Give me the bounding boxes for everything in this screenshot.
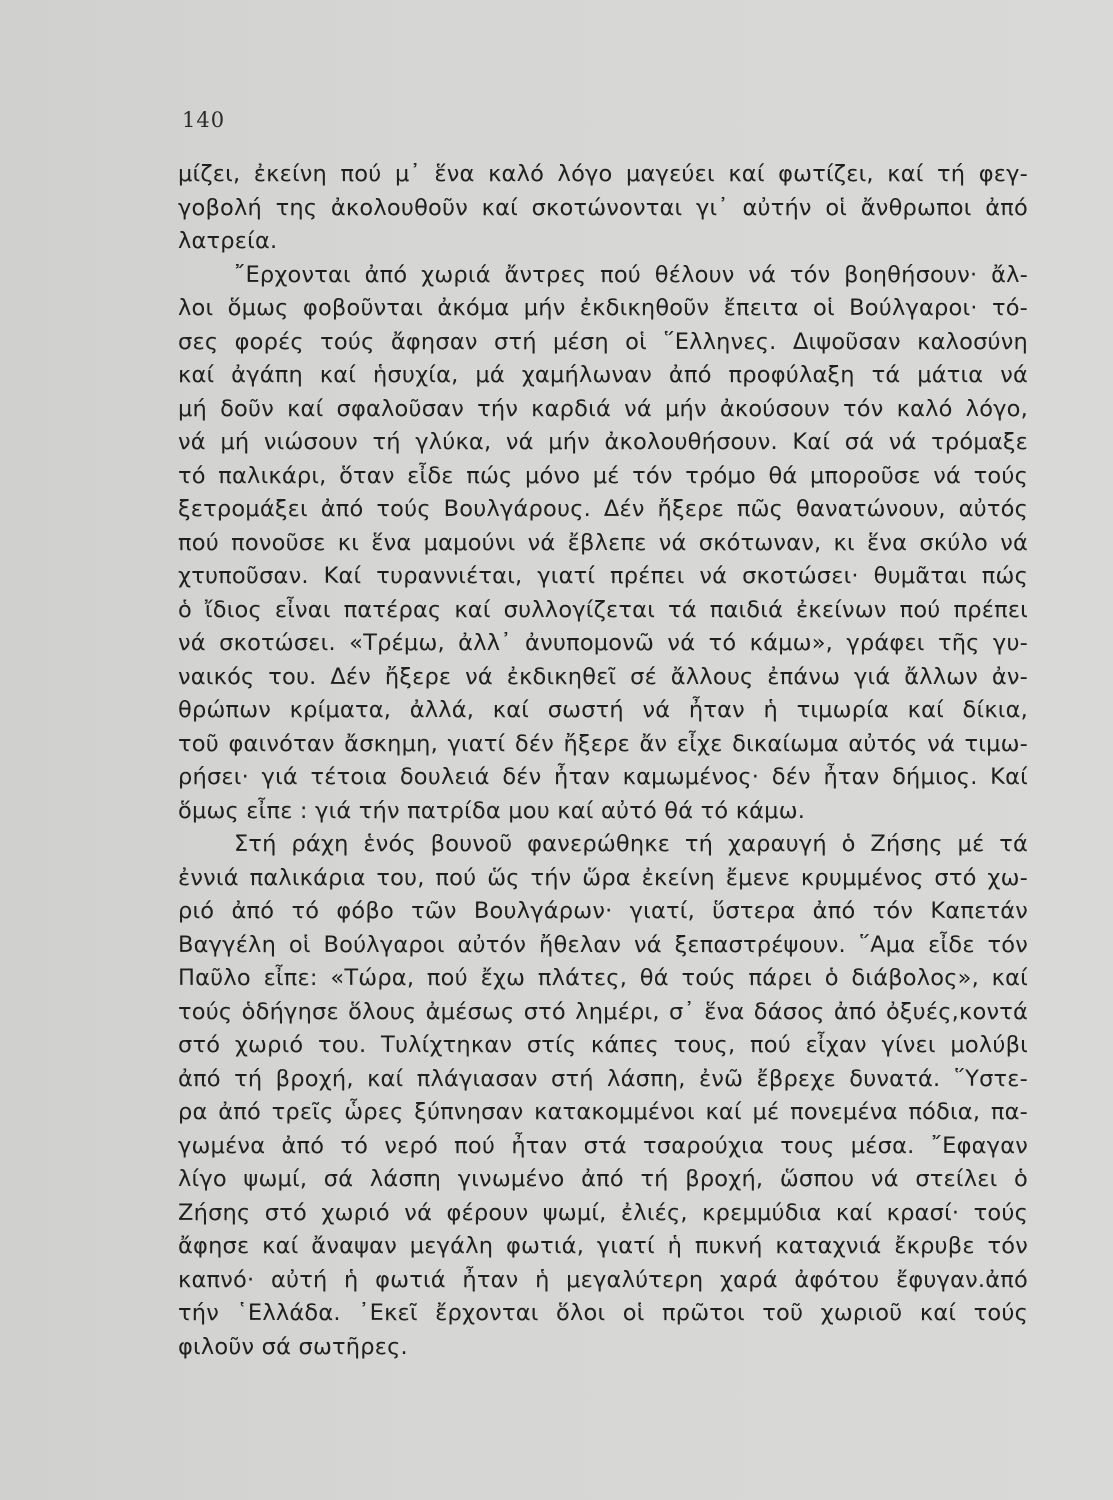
- text-line: λατρεία.: [178, 228, 278, 254]
- text-line: σες φορές τούς ἄφησαν στή μέση οἱ ῞Ελληνες. Διψοῦσαν καλοσύνη: [178, 328, 1028, 355]
- text-line: μίζει, ἐκείνη πού μ᾽ ἕνα καλό λόγο μαγεύει καί φωτίζει, καί τή φεγ-: [178, 161, 1028, 187]
- text-line: γωμένα ἀπό τό νερό πού ἦταν στά τσαρούχια τους μέσα. ῎Εφαγαν: [178, 1132, 1028, 1159]
- text-line: τούς ὁδήγησε ὅλους ἀμέσως στό λημέρι, σ᾽ ἕνα δάσος ἀπό ὀξυές,κοντά: [178, 998, 1028, 1025]
- text-line: χτυποῦσαν. Καί τυραννιέται, γιατί πρέπει νά σκοτώσει· θυμᾶται πώς: [178, 563, 1028, 589]
- text-line: νά σκοτώσει. «Τρέμω, ἀλλ᾽ ἀνυπομονῶ νά τό κάμω», γράφει τῆς γυ-: [178, 630, 1028, 656]
- text-line: Ζήσης στό χωριό νά φέρουν ψωμί, ἐλιές, κρεμμύδια καί κρασί· τούς: [178, 1199, 1028, 1226]
- text-line: ῎Ερχονται ἀπό χωριά ἄντρες πού θέλουν νά τόν βοηθήσουν· ἄλ-: [234, 261, 1028, 288]
- text-line: τοῦ φαινόταν ἄσκημη, γιατί δέν ἤξερε ἄν εἶχε δικαίωμα αὐτός νά τιμω-: [178, 730, 1028, 757]
- text-line: ριό ἀπό τό φόβο τῶν Βουλγάρων· γιατί, ὕστερα ἀπό τόν Καπετάν: [178, 898, 1028, 924]
- text-line: Στή ράχη ἑνός βουνοῦ φανερώθηκε τή χαραυγή ὁ Ζήσης μέ τά: [234, 831, 1028, 857]
- text-line: ἐννιά παλικάρια του, πού ὥς τήν ὥρα ἐκείνη ἔμενε κρυμμένος στό χω-: [178, 864, 1028, 891]
- text-line: καί ἀγάπη καί ἡσυχία, μά χαμήλωναν ἀπό προφύλαξη τά μάτια νά: [178, 362, 1028, 388]
- text-line: στό χωριό του. Τυλίχτηκαν στίς κάπες τους, πού εἶχαν γίνει μολύβι: [178, 1032, 1028, 1058]
- text-line: τό παλικάρι, ὅταν εἶδε πώς μόνο μέ τόν τρόμο θά μποροῦσε νά τούς: [178, 462, 1028, 489]
- text-line: γοβολή της ἀκολουθοῦν καί σκοτώνονται γι᾽ αὐτήν οἱ ἄνθρωποι ἀπό: [178, 194, 1028, 221]
- text-line: Παῦλο εἶπε: «Τώρα, πού ἔχω πλάτες, θά τούς πάρει ὁ διάβολος», καί: [178, 965, 1028, 991]
- text-line: λοι ὅμως φοβοῦνται ἀκόμα μήν ἐκδικηθοῦν ἔπειτα οἱ Βούλγαροι· τό-: [178, 295, 1028, 321]
- text-line: νά μή νιώσουν τή γλύκα, νά μήν ἀκολουθήσουν. Καί σά νά τρόμαξε: [178, 429, 1028, 455]
- page-number: 140: [182, 108, 226, 132]
- text-line: ρα ἀπό τρεῖς ὧρες ξύπνησαν κατακομμένοι καί μέ πονεμένα πόδια, πα-: [178, 1099, 1028, 1125]
- text-line: ὅμως εἶπε : γιά τήν πατρίδα μου καί αὐτό θά τό κάμω.: [178, 797, 806, 824]
- text-line: ἀπό τή βροχή, καί πλάγιασαν στή λάσπη, ἐνῶ ἔβρεχε δυνατά. ῞Υστε-: [178, 1065, 1028, 1092]
- text-line: ὁ ἴδιος εἶναι πατέρας καί συλλογίζεται τά παιδιά ἐκείνων πού πρέπει: [178, 596, 1028, 623]
- text-line: λίγο ψωμί, σά λάσπη γινωμένο ἀπό τή βροχή, ὥσπου νά στείλει ὁ: [178, 1166, 1028, 1192]
- text-line: ρήσει· γιά τέτοια δουλειά δέν ἦταν καμωμένος· δέν ἦταν δήμιος. Καί: [178, 764, 1028, 790]
- text-line: μή δοῦν καί σφαλοῦσαν τήν καρδιά νά μήν ἀκούσουν τόν καλό λόγο,: [178, 395, 1028, 422]
- text-line: ἄφησε καί ἄναψαν μεγάλη φωτιά, γιατί ἡ πυκνή καταχνιά ἔκρυβε τόν: [178, 1233, 1028, 1259]
- text-line: ξετρομάξει ἀπό τούς Βουλγάρους. Δέν ἤξερε πῶς θανατώνουν, αὐτός: [178, 496, 1028, 522]
- text-line: καπνό· αὐτή ἡ φωτιά ἦταν ἡ μεγαλύτερη χαρά ἀφότου ἔφυγαν.ἀπό: [178, 1266, 1028, 1293]
- text-line: πού πονοῦσε κι ἕνα μαμούνι νά ἔβλεπε νά σκότωναν, κι ἕνα σκύλο νά: [178, 529, 1028, 556]
- text-line: Βαγγέλη οἱ Βούλγαροι αὐτόν ἤθελαν νά ξεπαστρέψουν. ῞Αμα εἶδε τόν: [178, 931, 1028, 958]
- text-line: φιλοῦν σά σωτῆρες.: [178, 1333, 408, 1360]
- text-line: θρώπων κρίματα, ἀλλά, καί σωστή νά ἦταν ἡ τιμωρία καί δίκια,: [178, 697, 1028, 723]
- text-line: ναικός του. Δέν ἤξερε νά ἐκδικηθεῖ σέ ἄλλους ἐπάνω γιά ἄλλων ἀν-: [178, 663, 1028, 690]
- body-text: [178, 158, 1028, 1364]
- text-line: τήν ῾Ελλάδα. ᾽Εκεῖ ἔρχονται ὅλοι οἱ πρῶτοι τοῦ χωριοῦ καί τούς: [178, 1300, 1028, 1326]
